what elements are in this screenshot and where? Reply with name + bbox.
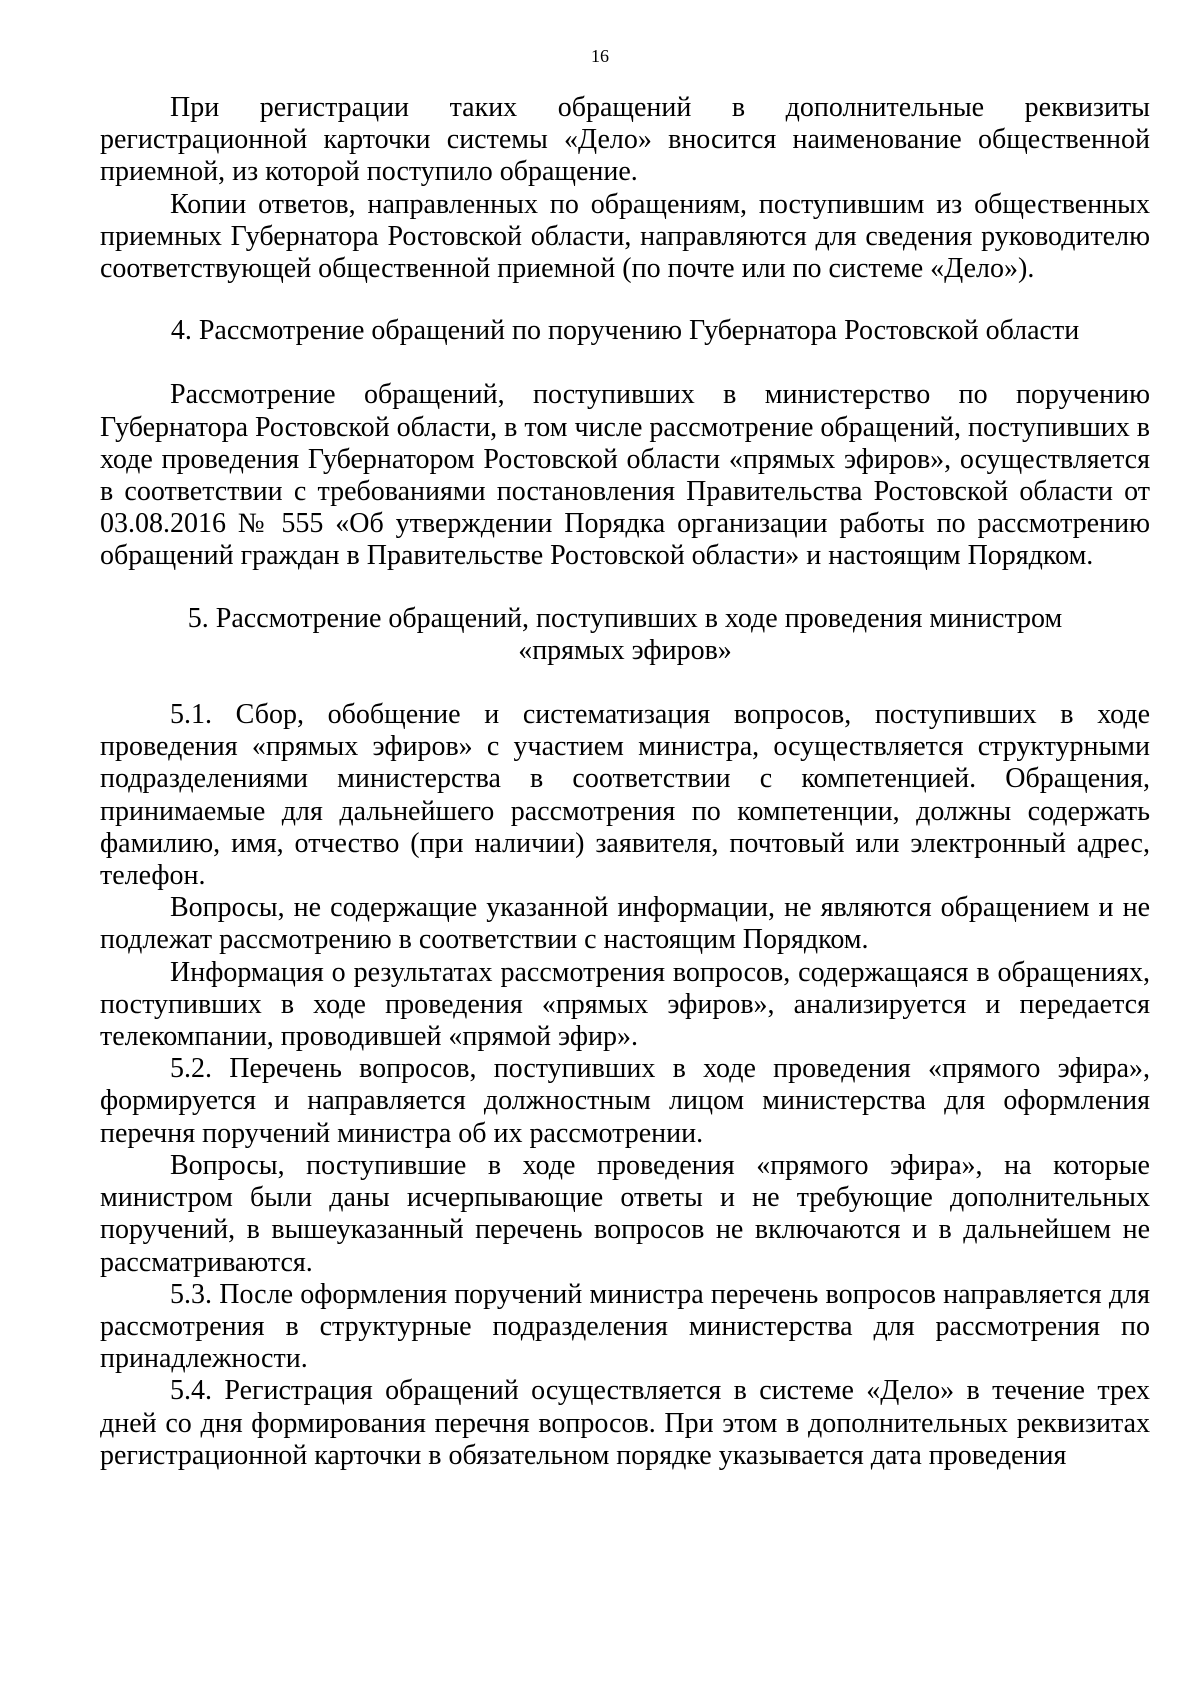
section-heading-5-line1: 5. Рассмотрение обращений, поступивших в ходе проведения министром — [187, 602, 1063, 634]
paragraph: Копии ответов, направленных по обращениям, поступившим из общественных приемных Губернатора Ростовской области, направляются для сведения руководителю соответствующей общественной приемной (по почте или по системе «Дело»). — [100, 188, 1150, 285]
section-heading-5-line2: «прямых эфиров» — [518, 634, 732, 666]
section-heading-4: 4. Рассмотрение обращений по поручению Губернатора Ростовской области — [170, 315, 1080, 347]
paragraph: 5.4. Регистрация обращений осуществляется в системе «Дело» в течение трех дней со дня формирования перечня вопросов. При этом в дополнительных реквизитах регистрационной карточки в обязательном порядке указывается дата проведения — [100, 1375, 1150, 1471]
page-number: 16 — [591, 46, 609, 66]
paragraph: Вопросы, не содержащие указанной информации, не являются обращением и не подлежат рассмотрению в соответствии с настоящим Порядком. — [100, 892, 1150, 956]
document-body — [100, 92, 1150, 1472]
paragraph: 5.2. Перечень вопросов, поступивших в ходе проведения «прямого эфира», формируется и направляется должностным лицом министерства для оформления перечня поручений министра об их рассмотрении. — [100, 1053, 1150, 1149]
paragraph: Вопросы, поступившие в ходе проведения «прямого эфира», на которые министром были даны исчерпывающие ответы и не требующие дополнительных поручений, в вышеуказанный перечень вопросов не включаются и в дальнейшем не рассматриваются. — [100, 1149, 1150, 1278]
paragraph: Рассмотрение обращений, поступивших в министерство по поручению Губернатора Ростовской области, в том числе рассмотрение обращений, поступивших в ходе проведения Губернатором Ростовской области «прямых эфиров», осуществляется в соответствии с требованиями постановления Правительства Ростовской области от 03.08.2016 № 555 «Об утверждении Порядка организации работы по рассмотрению обращений граждан в Правительстве Ростовской области» и настоящим Порядком. — [100, 379, 1150, 572]
section-heading-5 — [100, 603, 1150, 667]
paragraph: 5.1. Сбор, обобщение и систематизация вопросов, поступивших в ходе проведения «прямых эфиров» с участием министра, осуществляется структурными подразделениями министерства в соответствии с компетенцией. Обращения, принимаемые для дальнейшего рассмотрения по компетенции, должны содержать фамилию, имя, отчество (при наличии) заявителя, почтовый или электронный адрес, телефон. — [100, 699, 1150, 892]
paragraph: Информация о результатах рассмотрения вопросов, содержащаяся в обращениях, поступивших в ходе проведения «прямых эфиров», анализируется и передается телекомпании, проводившей «прямой эфир». — [100, 956, 1150, 1053]
paragraph: При регистрации таких обращений в дополнительные реквизиты регистрационной карточки системы «Дело» вносится наименование общественной приемной, из которой поступило обращение. — [100, 92, 1150, 188]
paragraph: 5.3. После оформления поручений министра перечень вопросов направляется для рассмотрения в структурные подразделения министерства для рассмотрения по принадлежности. — [100, 1278, 1150, 1375]
